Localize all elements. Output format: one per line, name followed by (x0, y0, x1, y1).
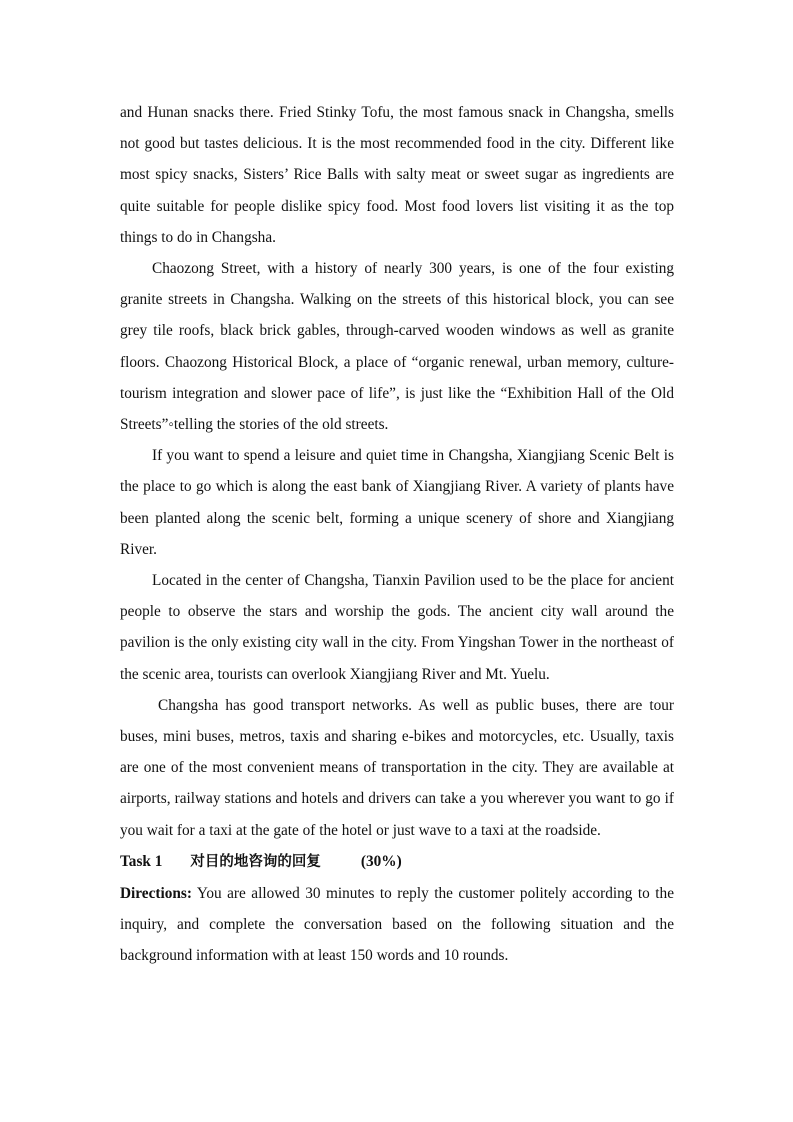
task-weight: (30%) (360, 852, 402, 870)
directions-text: You are allowed 30 minutes to reply the customer politely according to the inquiry, and complete the conversation based on the following situation and the background information with at least 150 words and 10 rounds. (120, 885, 674, 965)
paragraph-transport: Changsha has good transport networks. As well as public buses, there are tour buses, mini buses, metros, taxis and sharing e-bikes and motorcycles, etc. Usually, taxis are one of the most convenient means of transportation in the city. They are available at airports, railway stations and hotels and drivers can take a you wherever you want to go if you wait for a taxi at the gate of the hotel or just wave to a taxi at the roadside. (120, 696, 674, 839)
directions-paragraph (120, 878, 674, 972)
task-label: Task 1 (120, 852, 163, 870)
task-title: 对目的地咨询的回复 (190, 853, 321, 870)
paragraph-hunan-snacks: and Hunan snacks there. Fried Stinky Tofu, the most famous snack in Changsha, smells not good but tastes delicious. It is the most recommended food in the city. Different like most spicy snacks, Sisters’ Rice Balls with salty meat or sweet sugar as ingredients are quite suitable for people dislike spicy food. Most food lovers list visiting it as the top things to do in Changsha. (120, 104, 674, 246)
paragraph-xiangjiang-scenic-belt: If you want to spend a leisure and quiet time in Changsha, Xiangjiang Scenic Belt is the place to go which is along the east bank of Xiangjiang River. A variety of plants have been planted along the scenic belt, forming a unique scenery of shore and Xiangjiang River. (120, 447, 674, 558)
paragraph-tianxin-pavilion: Located in the center of Changsha, Tianxin Pavilion used to be the place for ancient people to observe the stars and worship the gods. The ancient city wall around the pavilion is the only existing city wall in the city. From Yingshan Tower in the northeast of the scenic area, tourists can overlook Xiangjiang River and Mt. Yuelu. (120, 572, 674, 683)
paragraph-chaozong-street: Chaozong Street, with a history of nearly 300 years, is one of the four existing granite streets in Changsha. Walking on the streets of this historical block, you can see grey tile roofs, black brick gables, through-carved wooden windows as well as granite floors. Chaozong Historical Block, a place of “organic renewal, urban memory, culture-tourism integration and slower pace of life”, is just like the “Exhibition Hall of the Old Streets”◦telling the stories of the old streets. (120, 260, 674, 434)
directions-label: Directions: (120, 885, 192, 903)
document-body (120, 97, 674, 972)
task-heading (120, 846, 674, 878)
